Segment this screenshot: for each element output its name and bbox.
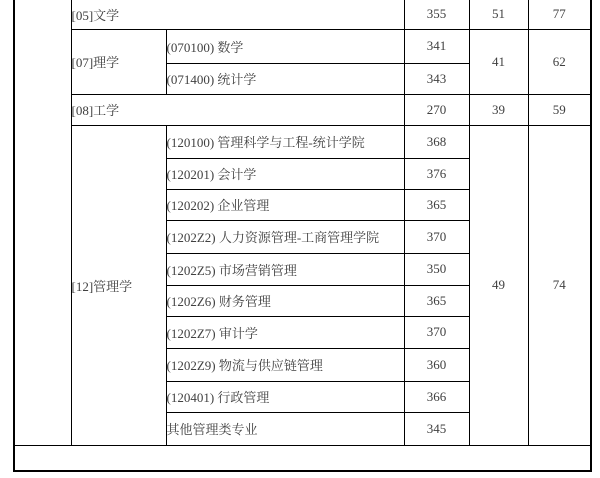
specialty-cell: (1202Z9) 物流与供应链管理 [166,348,404,381]
score-a-cell: 370 [404,220,469,253]
table-row [14,94,591,125]
score-a-cell: 341 [404,29,469,63]
score-a-cell: 376 [404,158,469,189]
score-b-cell: 49 [469,125,528,445]
table-row [14,0,591,29]
footer-empty-cell [14,445,591,471]
specialty-cell: (071400) 统计学 [166,63,404,94]
admission-score-table [13,0,592,472]
left-spacer-cell [14,0,71,445]
score-a-cell: 270 [404,94,469,125]
category-cell: [12]管理学 [71,125,166,445]
score-a-cell: 350 [404,253,469,285]
category-cell: [07]理学 [71,29,166,94]
score-c-cell: 59 [528,94,591,125]
specialty-cell: (120401) 行政管理 [166,381,404,412]
specialty-cell: (120201) 会计学 [166,158,404,189]
score-b-cell: 39 [469,94,528,125]
table-row [14,125,591,158]
specialty-cell: (120100) 管理科学与工程-统计学院 [166,125,404,158]
score-c-cell: 62 [528,29,591,94]
category-cell: [08]工学 [71,94,404,125]
score-a-cell: 366 [404,381,469,412]
score-a-cell: 365 [404,189,469,220]
score-a-cell: 360 [404,348,469,381]
table-row [14,445,591,471]
score-b-cell: 41 [469,29,528,94]
score-b-cell: 51 [469,0,528,29]
score-a-cell: 370 [404,316,469,348]
specialty-cell: (1202Z7) 审计学 [166,316,404,348]
score-a-cell: 355 [404,0,469,29]
score-a-cell: 368 [404,125,469,158]
specialty-cell: (120202) 企业管理 [166,189,404,220]
table-row [14,29,591,63]
score-c-cell: 74 [528,125,591,445]
score-a-cell: 343 [404,63,469,94]
specialty-cell: (1202Z6) 财务管理 [166,285,404,316]
specialty-cell: 其他管理类专业 [166,412,404,445]
specialty-cell: (1202Z5) 市场营销管理 [166,253,404,285]
specialty-cell: (070100) 数学 [166,29,404,63]
score-a-cell: 365 [404,285,469,316]
category-cell: [05]文学 [71,0,404,29]
specialty-cell: (1202Z2) 人力资源管理-工商管理学院 [166,220,404,253]
score-c-cell: 77 [528,0,591,29]
score-a-cell: 345 [404,412,469,445]
